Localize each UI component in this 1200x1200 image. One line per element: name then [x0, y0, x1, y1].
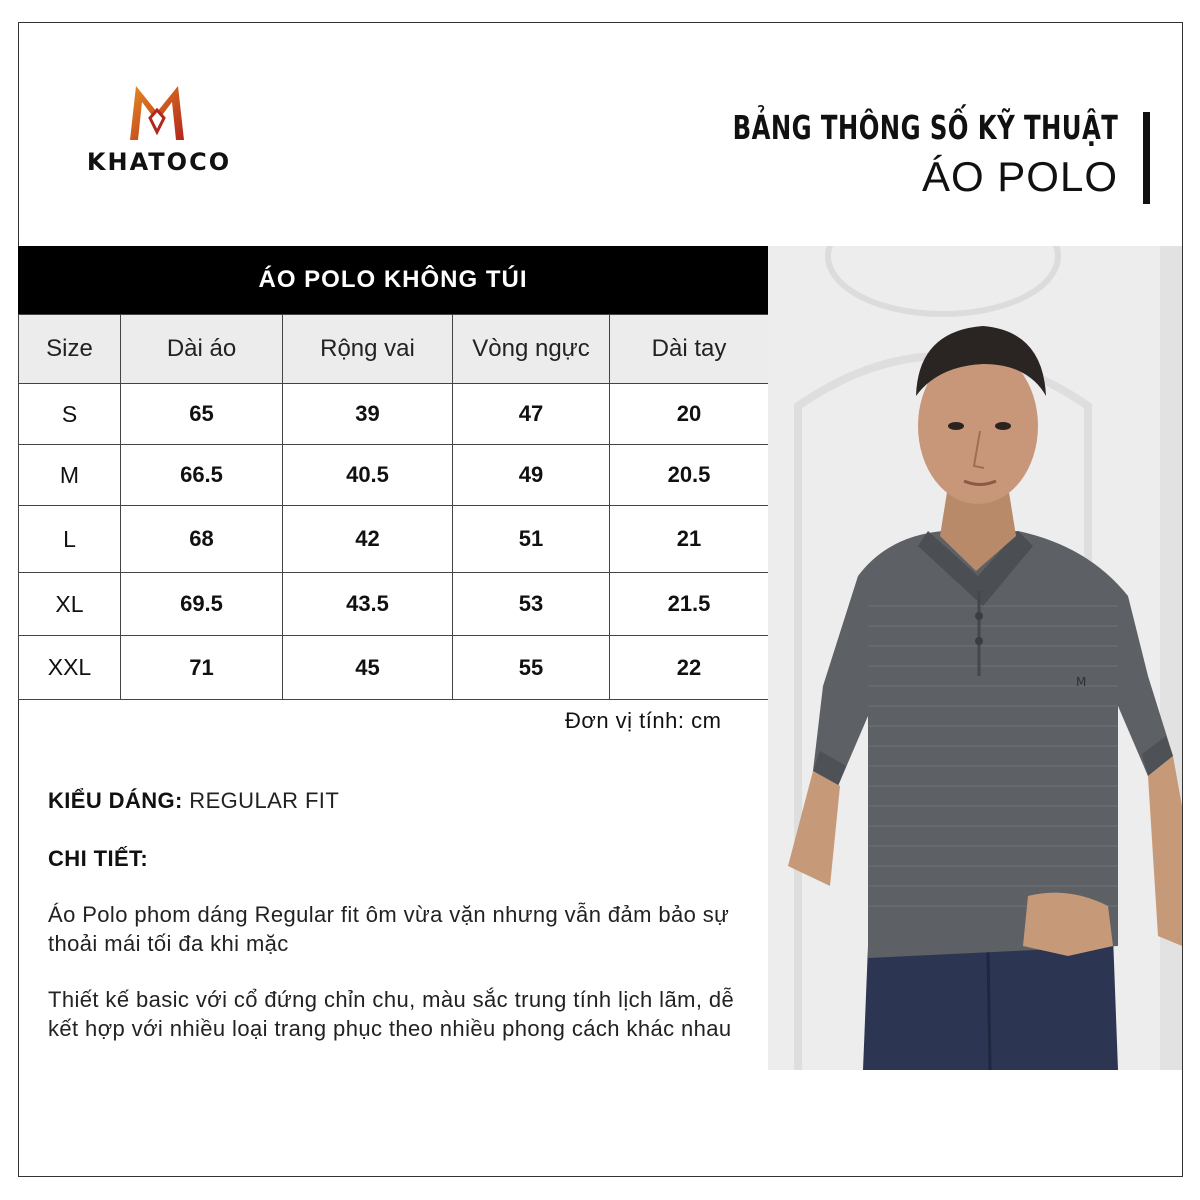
- style-line: [48, 786, 748, 815]
- table-heading: ÁO POLO KHÔNG TÚI: [18, 246, 768, 314]
- table-row: [19, 636, 769, 700]
- table-cell: 65: [121, 384, 283, 445]
- unit-note: Đơn vị tính: cm: [565, 708, 722, 733]
- page-subtitle: ÁO POLO: [921, 153, 1118, 200]
- size-cell: S: [19, 384, 121, 445]
- table-cell: 55: [453, 636, 610, 700]
- style-value: REGULAR FIT: [189, 788, 340, 813]
- table-row: [19, 573, 769, 636]
- size-cell: XL: [19, 573, 121, 636]
- table-cell: 20.5: [610, 445, 769, 506]
- size-cell: M: [19, 445, 121, 506]
- column-header: Vòng ngực: [453, 315, 610, 384]
- table-cell: 66.5: [121, 445, 283, 506]
- table-row: [19, 506, 769, 573]
- brand-name: KHATOCO: [86, 148, 232, 176]
- title-accent-bar: [1143, 112, 1150, 204]
- table-cell: 68: [121, 506, 283, 573]
- model-photo: [768, 246, 1182, 1070]
- table-cell: 47: [453, 384, 610, 445]
- detail-label: CHI TIẾT:: [48, 846, 149, 871]
- size-cell: L: [19, 506, 121, 573]
- detail-paragraph-2: Thiết kế basic với cổ đứng chỉn chu, màu sắc trung tính lịch lãm, dễ kết hợp với nhiều loại trang phục theo nhiều phong cách khác nhau: [48, 987, 735, 1041]
- table-row: [19, 445, 769, 506]
- style-label: KIỂU DÁNG:: [48, 788, 183, 813]
- table-cell: 43.5: [283, 573, 453, 636]
- size-cell: XXL: [19, 636, 121, 700]
- column-header: Rộng vai: [283, 315, 453, 384]
- table-header-row: [19, 315, 769, 384]
- table-cell: 45: [283, 636, 453, 700]
- model-illustration: [768, 246, 1182, 1070]
- table-cell: 51: [453, 506, 610, 573]
- column-header: Dài áo: [121, 315, 283, 384]
- page-title: BẢNG THÔNG SỐ KỸ THUẬT: [732, 108, 1118, 147]
- column-header: Dài tay: [610, 315, 769, 384]
- table-cell: 20: [610, 384, 769, 445]
- table-cell: 69.5: [121, 573, 283, 636]
- table-cell: 49: [453, 445, 610, 506]
- header-title-block: [648, 108, 1118, 201]
- table-cell: 42: [283, 506, 453, 573]
- brand-logo: [84, 82, 234, 182]
- table-row: [19, 384, 769, 445]
- svg-text:M: M: [1076, 675, 1087, 689]
- size-table: [18, 314, 769, 700]
- column-header: Size: [19, 315, 121, 384]
- table-cell: 71: [121, 636, 283, 700]
- table-cell: 53: [453, 573, 610, 636]
- table-cell: 22: [610, 636, 769, 700]
- detail-paragraph-1: Áo Polo phom dáng Regular fit ôm vừa vặn nhưng vẫn đảm bảo sự thoải mái tối đa khi mặc: [48, 902, 730, 956]
- table-cell: 21: [610, 506, 769, 573]
- table-cell: 21.5: [610, 573, 769, 636]
- table-cell: 40.5: [283, 445, 453, 506]
- khatoco-m-logo-icon: [126, 82, 188, 144]
- table-cell: 39: [283, 384, 453, 445]
